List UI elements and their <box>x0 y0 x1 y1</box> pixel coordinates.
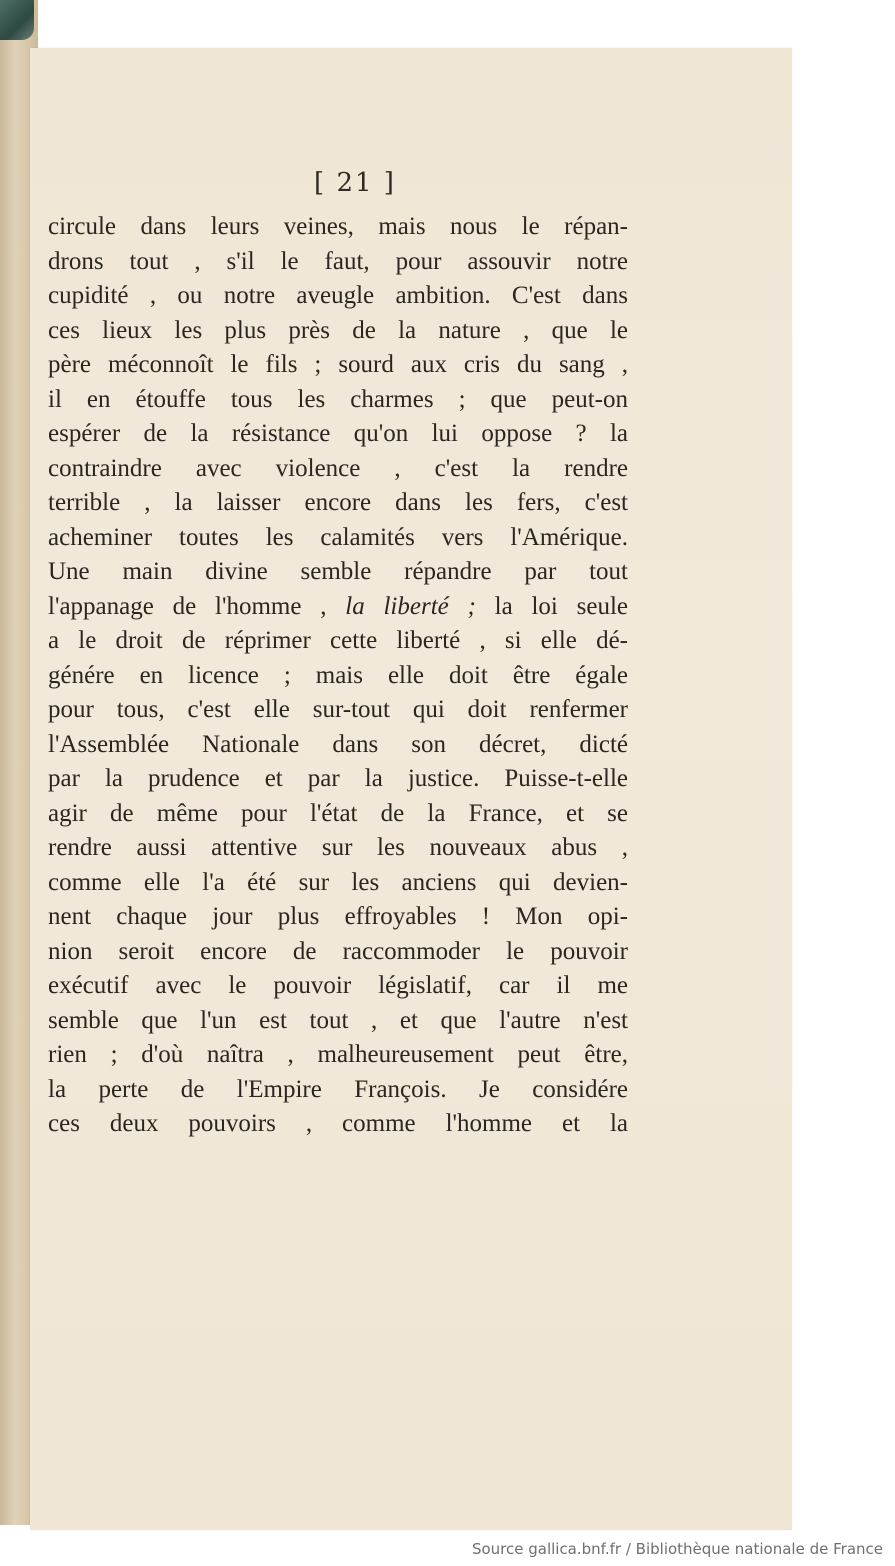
book-page <box>30 48 792 1530</box>
page-number: [ 21 ] <box>314 168 396 198</box>
source-credit: Source gallica.bnf.fr / Bibliothèque nationale de France <box>471 1540 883 1558</box>
body-text <box>48 210 628 1142</box>
text-line: agir de même pour l'état de la France, et se <box>48 799 628 827</box>
text-line: terrible , la laisser encore dans les fers, c'est <box>48 489 628 516</box>
text-line: nion seroit encore de raccommoder le pouvoir <box>48 937 628 965</box>
line-segment: l'appanage de l'homme , <box>48 592 346 620</box>
text-line: rendre aussi attentive sur les nouveaux abus , <box>48 834 628 861</box>
text-line: ces lieux les plus près de la nature , que le <box>48 316 628 344</box>
text-line: circule dans leurs veines, mais nous le répan- <box>48 213 628 240</box>
text-line: drons tout , s'il le faut, pour assouvir notre <box>48 247 628 275</box>
text-line: exécutif avec le pouvoir législatif, car il me <box>48 972 628 999</box>
text-line: comme elle l'a été sur les anciens qui devien- <box>48 868 628 896</box>
line-segment: la loi seule <box>475 592 628 620</box>
text-line: père méconnoît le fils ; sourd aux cris du sang , <box>48 351 628 378</box>
text-line: l'Assemblée Nationale dans son décret, dicté <box>48 730 628 758</box>
text-line: la perte de l'Empire François. Je considére <box>48 1075 628 1103</box>
text-line: cupidité , ou notre aveugle ambition. C'est dans <box>48 282 628 309</box>
text-line: par la prudence et par la justice. Puisse-t-elle <box>48 765 628 792</box>
text-line: acheminer toutes les calamités vers l'Amérique. <box>48 523 628 551</box>
text-line: espérer de la résistance qu'on lui oppose ? la <box>48 420 628 447</box>
text-line: ces deux pouvoirs , comme l'homme et la <box>48 1110 628 1137</box>
text-line: semble que l'un est tout , et que l'autre n'est <box>48 1006 628 1034</box>
text-line: Une main divine semble répandre par tout <box>48 558 628 585</box>
text-line: il en étouffe tous les charmes ; que peut-on <box>48 385 628 413</box>
text-line-with-italic <box>48 590 628 625</box>
text-line: contraindre avec violence , c'est la rendre <box>48 454 628 482</box>
italic-phrase: la liberté ; <box>345 592 476 620</box>
binding-ribbon <box>0 0 34 40</box>
text-line: nent chaque jour plus effroyables ! Mon opi- <box>48 903 628 930</box>
text-line: a le droit de réprimer cette liberté , si elle dé- <box>48 627 628 654</box>
text-line: génére en licence ; mais elle doit être égale <box>48 661 628 689</box>
text-line: rien ; d'où naîtra , malheureusement peut être, <box>48 1041 628 1068</box>
text-line: pour tous, c'est elle sur-tout qui doit renfermer <box>48 696 628 723</box>
